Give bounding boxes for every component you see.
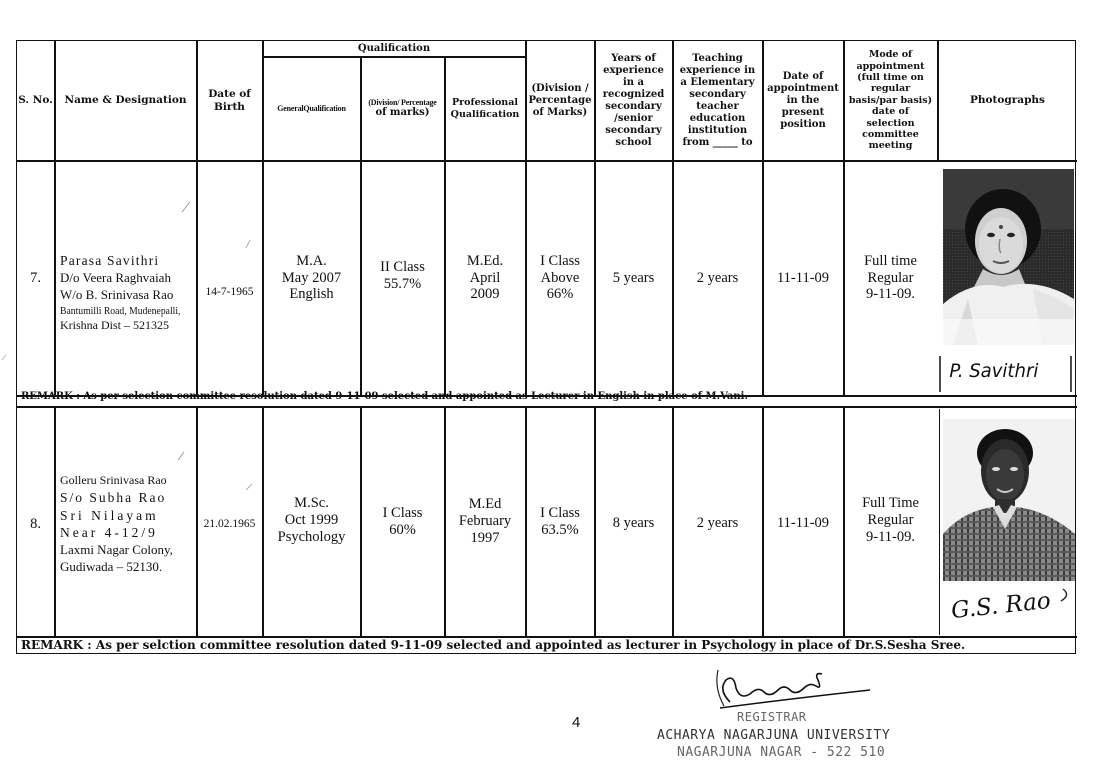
row7-name-line4: Bantumilli Road, Mudenepalli, [60, 304, 181, 317]
row7-teaching-exp: 2 years [696, 269, 739, 286]
stamp-line1: REGISTRAR [737, 710, 807, 724]
row8-general-2: Oct 1999 [284, 512, 339, 529]
signature-row8-text: G.S. Rao [949, 587, 1052, 625]
row7-date-appt: 11-11-09 [776, 269, 830, 286]
col-header-general: GeneralQualification [277, 103, 346, 113]
row8-professional-1: M.Ed [468, 496, 502, 513]
remark-row8: REMARK : As per selction committee resolution dated 9-11-09 selected and appointed as lecturer in Psychology in place of Dr.S.Sesha Sree. [21, 638, 966, 652]
row8-division2-1: I Class [540, 504, 580, 521]
col-header-date-appt: Date of appointment in the present position [767, 70, 839, 130]
row7-division2-2: Above [540, 269, 580, 286]
row7-name-line5: Krishna Dist – 521325 [60, 318, 169, 333]
row8-mode-3: 9-11-09. [866, 528, 915, 545]
col-header-division-top: (Division/ Percentage [368, 97, 437, 107]
row8-name-line3: Sri Nilayam [60, 507, 159, 523]
row8-mode-1: Full Time [862, 495, 919, 512]
row8-general-3: Psychology [277, 528, 346, 545]
row7-name-line1: Parasa Savithri [60, 253, 160, 269]
row8-name-line2: S/o Subha Rao [60, 490, 167, 506]
row7-mode-3: 9-11-09. [866, 286, 915, 303]
row8-name-line6: Gudiwada – 52130. [60, 558, 163, 574]
row7-professional-1: M.Ed. [466, 252, 504, 269]
row8-teaching-exp: 2 years [696, 515, 739, 532]
col-header-division-bottom: of marks) [375, 107, 430, 119]
row7-dob: 14-7-1965 [205, 286, 254, 299]
col-header-years-exp: Years of experience in a recognized secondary /senior secondary school [602, 52, 665, 148]
col-header-professional: Professional Qualification [450, 97, 520, 120]
row7-years-exp: 5 years [612, 269, 655, 286]
col-header-name: Name & Designation [64, 94, 187, 107]
row7-general-3: English [289, 286, 334, 303]
col-header-division2: (Division / Percentage of Marks) [528, 82, 592, 118]
row8-name-line4: Near 4-12/9 [60, 525, 158, 541]
col-header-mode-appt: Mode of appointment (full time on regular basis/par basis) date of selection committee meeting [848, 49, 933, 152]
row7-mode-1: Full time [864, 252, 917, 269]
col-header-teaching-exp: Teaching experience in a Elementary secondary teacher education institution from _____ to [679, 52, 756, 148]
row8-division-2: 60% [389, 521, 416, 538]
row8-general-1: M.Sc. [294, 495, 329, 512]
row8-division-1: I Class [382, 504, 423, 521]
row7-sno: 7. [30, 269, 41, 286]
row7-name-line2: D/o Veera Raghvaiah [60, 269, 171, 285]
col-header-qualification: Qualification [357, 42, 431, 54]
col-header-photos: Photographs [970, 94, 1045, 107]
row8-date-appt: 11-11-09 [776, 515, 830, 532]
col-header-dob: Date of Birth [208, 87, 251, 113]
row8-professional-2: February [458, 513, 512, 530]
page-number: 4 [572, 714, 581, 731]
row8-dob: 21.02.1965 [203, 517, 256, 530]
remark-row7: REMARK : As per selection committee resolution dated 9-11-09 selected and appointed as Lecturer in English in place of M.Vani. [21, 391, 748, 402]
row7-professional-3: 2009 [470, 286, 500, 303]
row7-division2-1: I Class [540, 252, 580, 269]
stamp-line3: NAGARJUNA NAGAR - 522 510 [677, 745, 886, 760]
row8-professional-3: 1997 [470, 529, 500, 546]
row8-division2-2: 63.5% [541, 521, 579, 538]
row7-name-line3: W/o B. Srinivasa Rao [60, 286, 174, 302]
row8-name-line5: Laxmi Nagar Colony, [60, 541, 173, 557]
row7-mode-2: Regular [867, 269, 914, 286]
stamp-line2: ACHARYA NAGARJUNA UNIVERSITY [657, 728, 891, 743]
signature-row7-text: P. Savithri [949, 360, 1039, 382]
row7-professional-2: April [469, 269, 501, 286]
row7-general-2: May 2007 [281, 269, 342, 286]
row8-name-line1: Golleru Srinivasa Rao [60, 473, 167, 488]
row7-division-2: 55.7% [383, 276, 422, 292]
row8-sno: 8. [30, 516, 41, 533]
row8-years-exp: 8 years [612, 515, 655, 532]
row8-mode-2: Regular [867, 512, 914, 529]
row7-division2-3: 66% [546, 286, 574, 303]
row7-general-1: M.A. [296, 252, 327, 269]
row7-division-1: II Class [380, 259, 425, 276]
col-header-sno: S. No. [18, 94, 53, 107]
